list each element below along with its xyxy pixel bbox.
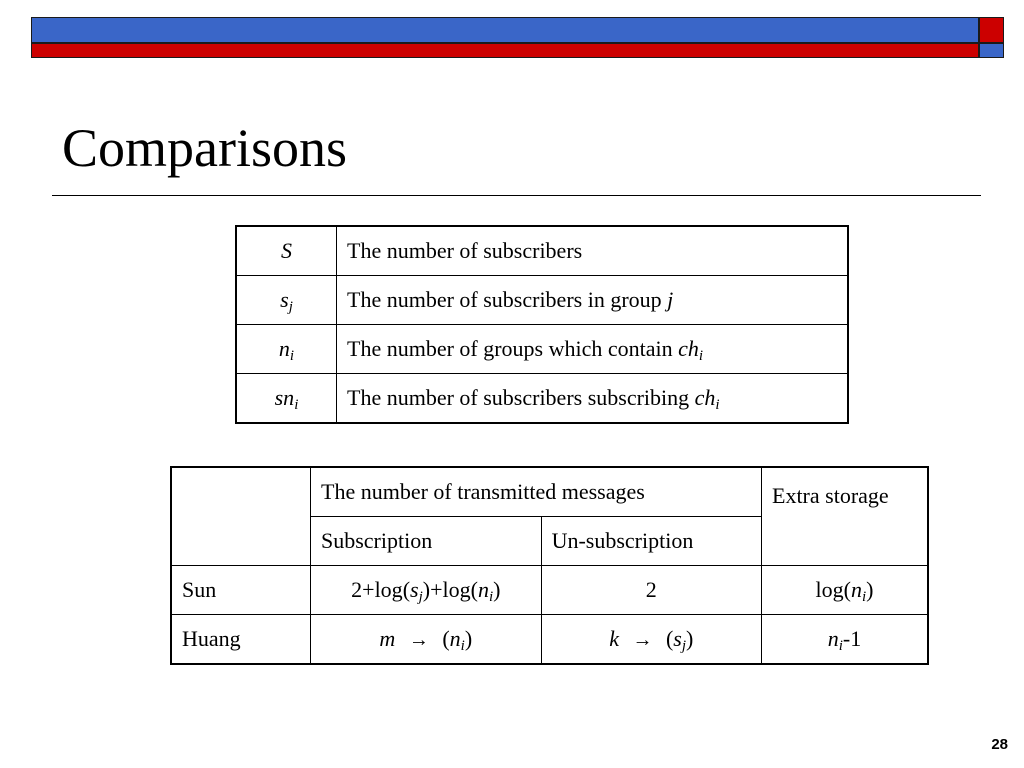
header-square-red	[979, 17, 1004, 43]
description-cell: The number of groups which contain $ch_i$	[337, 325, 849, 374]
unsubscription-cell: 2	[541, 566, 761, 615]
row-name: Huang	[171, 615, 311, 665]
symbol-cell: $s_j$	[236, 276, 337, 325]
subscription-cell: $m \to (n_i)$	[311, 615, 542, 665]
table-row	[236, 374, 848, 424]
description-cell: The number of subscribers in group j	[337, 276, 849, 325]
unsubscription-cell: $k \to (s_j)$	[541, 615, 761, 665]
definitions-table	[235, 225, 849, 424]
table-row	[171, 566, 928, 615]
header-extra-storage: Extra storage	[762, 467, 929, 566]
table-header-row	[171, 467, 928, 517]
extra-storage-cell: $n_i-1$	[762, 615, 929, 665]
table-row	[236, 226, 848, 276]
subscription-cell: $2+\log(s_j)+\log(n_i)$	[311, 566, 542, 615]
table-row	[236, 325, 848, 374]
extra-storage-cell: $\log(n_i)$	[762, 566, 929, 615]
symbol-cell: $sn_i$	[236, 374, 337, 424]
header-bar-red	[31, 43, 979, 58]
symbol-cell: $n_i$	[236, 325, 337, 374]
description-cell: The number of subscribers	[337, 226, 849, 276]
header-unsubscription: Un-subscription	[541, 517, 761, 566]
title-underline	[52, 195, 981, 196]
empty-corner-cell	[171, 467, 311, 566]
header-bar-blue	[31, 17, 979, 43]
description-cell: The number of subscribers subscribing $ch_i$	[337, 374, 849, 424]
comparison-table	[170, 466, 929, 665]
symbol-cell: S	[236, 226, 337, 276]
header-subscription: Subscription	[311, 517, 542, 566]
table-row	[236, 276, 848, 325]
page-number: 28	[991, 736, 1008, 753]
header-transmitted-messages: The number of transmitted messages	[311, 467, 762, 517]
slide-title: Comparisons	[62, 118, 348, 178]
row-name: Sun	[171, 566, 311, 615]
table-row	[171, 615, 928, 665]
header-square-blue	[979, 43, 1004, 58]
